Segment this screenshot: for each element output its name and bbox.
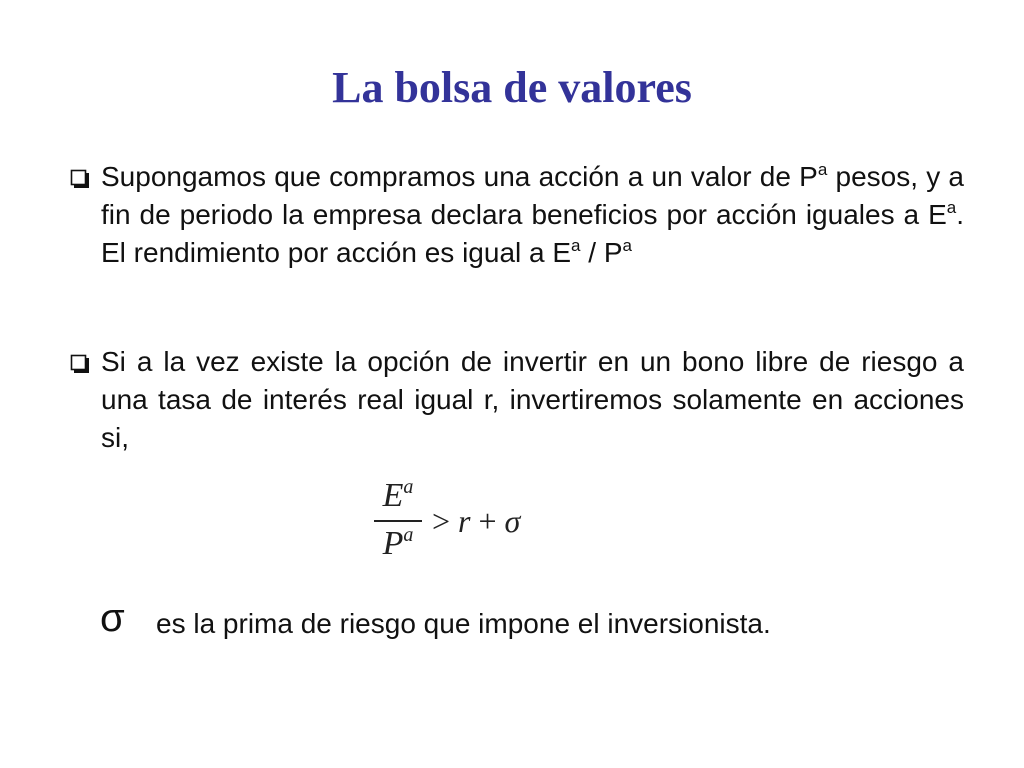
bullet-item [70,343,964,457]
numerator-var: E [382,477,404,514]
plus-symbol: + [478,503,497,539]
var-sigma: σ [504,503,521,539]
denominator-sup: a [403,524,414,546]
bullet-item [70,158,964,272]
superscript-a: a [817,160,828,179]
checkbox-bullet-icon [70,169,90,189]
denominator-var: P [382,525,404,562]
checkbox-bullet-icon [70,354,90,374]
bullet-text-segment: pesos, y a fin de periodo la empresa declara beneficios por acción iguales a E [101,161,964,230]
sigma-note-text: es la prima de riesgo que impone el inversionista. [156,608,771,639]
relation-symbol: > [432,503,451,539]
bullet-text-segment: Si a la vez existe la opción de invertir en un bono libre de riesgo a una tasa de interés real igual r, invertiremos solamente en acciones si, [101,346,964,453]
slide-title: La bolsa de valores [332,63,692,112]
fraction [370,474,426,566]
bullet-text-segment: / P [580,237,623,268]
formula-rhs [432,501,520,541]
bullet-text [101,343,964,457]
sigma-note [100,596,771,644]
bullet-text-segment: . El rendimiento por acción es igual a E [101,199,964,268]
fraction-bar [374,520,422,522]
fraction-denominator [370,524,426,564]
superscript-a: a [622,236,632,255]
inequality-formula [370,474,570,566]
sigma-symbol: σ [100,596,125,640]
superscript-a: a [946,198,957,217]
bullet-text [101,158,964,272]
fraction-numerator [370,476,426,516]
superscript-a: a [571,236,581,255]
bullet-text-segment: Supongamos que compramos una acción a un valor de P [101,161,818,192]
var-r: r [458,503,471,539]
numerator-sup: a [403,476,414,498]
